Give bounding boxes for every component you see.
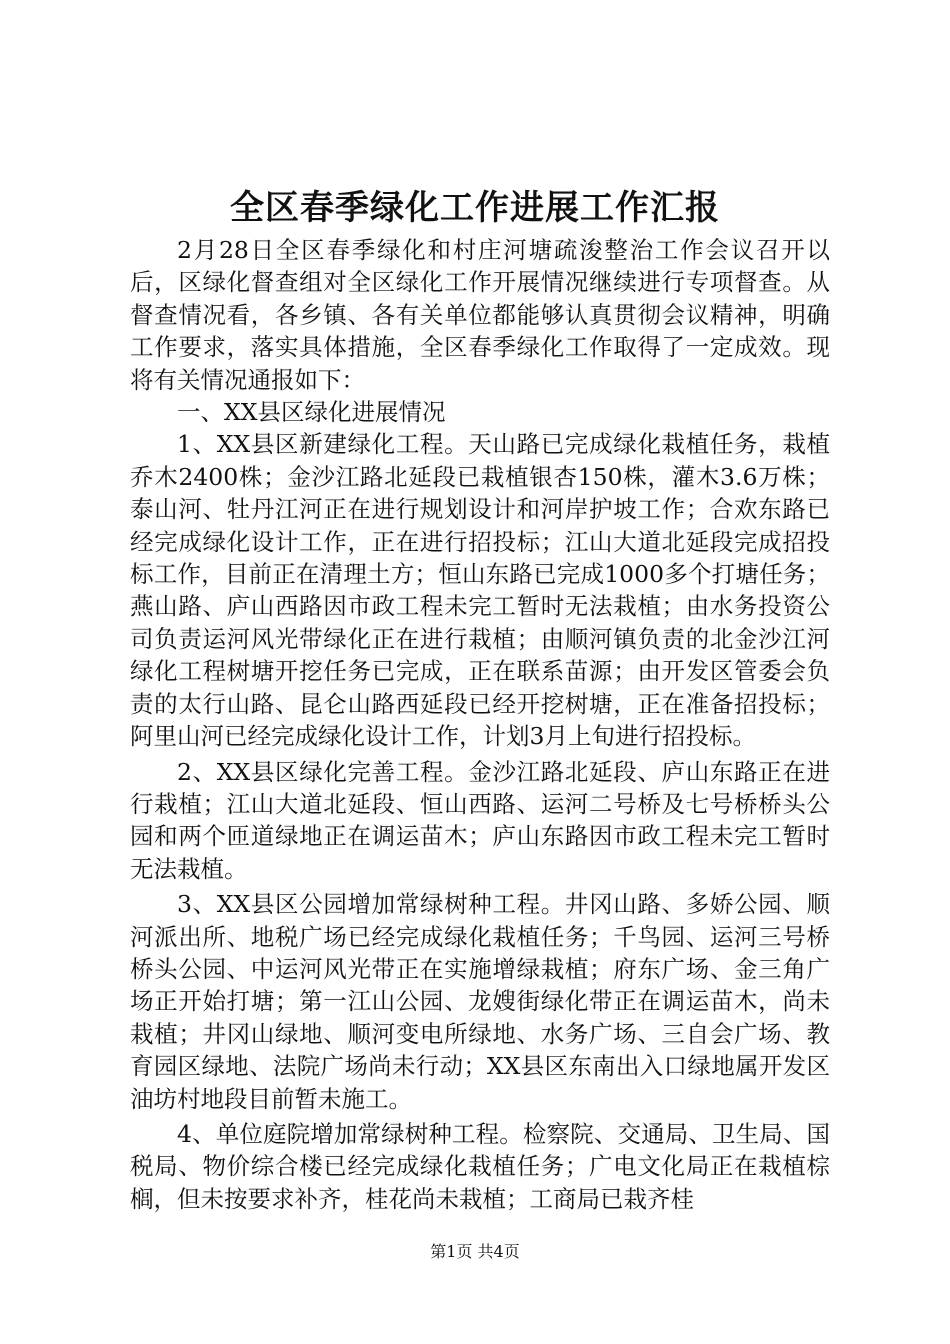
section-heading: 一、XX县区绿化进展情况 <box>177 398 446 427</box>
paragraph-item-4: 4、单位庭院增加常绿树种工程。检察院、交通局、卫生局、国税局、物价综合楼已经完成绿化栽植任务；广电文化局正在栽植棕榈，但未按要求补齐，桂花尚未栽植；工商局已栽齐桂 <box>130 1119 830 1213</box>
paragraph-item-3: 3、XX县区公园增加常绿树种工程。井冈山路、多娇公园、顺河派出所、地税广场已经完成绿化栽植任务；千鸟园、运河三号桥桥头公园、中运河风光带正在实施增绿栽植；府东广场、金三角广场正开始打塘；第一江山公园、龙嫂街绿化带正在调运苗木，尚未栽植；井冈山绿地、顺河变电所绿地、水务广场、三自会广场、教育园区绿地、法院广场尚未行动；XX县区东南出入口绿地属开发区油坊村地段目前暂未施工。 <box>130 890 830 1113</box>
page-number-footer: 第1页 共4页 <box>430 1242 520 1261</box>
document-title: 全区春季绿化工作进展工作汇报 <box>230 188 720 228</box>
paragraph-item-1: 1、XX县区新建绿化工程。天山路已完成绿化栽植任务，栽植乔木2400株；金沙江路北延段已栽植银杏150株，灌木3.6万株；泰山河、牡丹江河正在进行规划设计和河岸护坡工作；合欢东路已经完成绿化设计工作，正在进行招投标；江山大道北延段完成招投标工作，目前正在清理土方；恒山东路已完成1000多个打塘任务；燕山路、庐山西路因市政工程未完工暂时无法栽植；由水务投资公司负责运河风光带绿化正在进行栽植；由顺河镇负责的北金沙江河绿化工程树塘开挖任务已完成，正在联系苗源；由开发区管委会负责的太行山路、昆仑山路西延段已经开挖树塘，正在准备招投标；阿里山河已经完成绿化设计工作，计划3月上旬进行招投标。 <box>130 430 830 751</box>
document-body <box>130 234 830 1215</box>
paragraph-intro: 2月28日全区春季绿化和村庄河塘疏浚整治工作会议召开以后，区绿化督查组对全区绿化工作开展情况继续进行专项督查。从督查情况看，各乡镇、各有关单位都能够认真贯彻会议精神，明确工作要求，落实具体措施，全区春季绿化工作取得了一定成效。现将有关情况通报如下： <box>130 236 830 394</box>
paragraph-item-2: 2、XX县区绿化完善工程。金沙江路北延段、庐山东路正在进行栽植；江山大道北延段、恒山西路、运河二号桥及七号桥桥头公园和两个匝道绿地正在调运苗木；庐山东路因市政工程未完工暂时无法栽植。 <box>130 757 830 883</box>
